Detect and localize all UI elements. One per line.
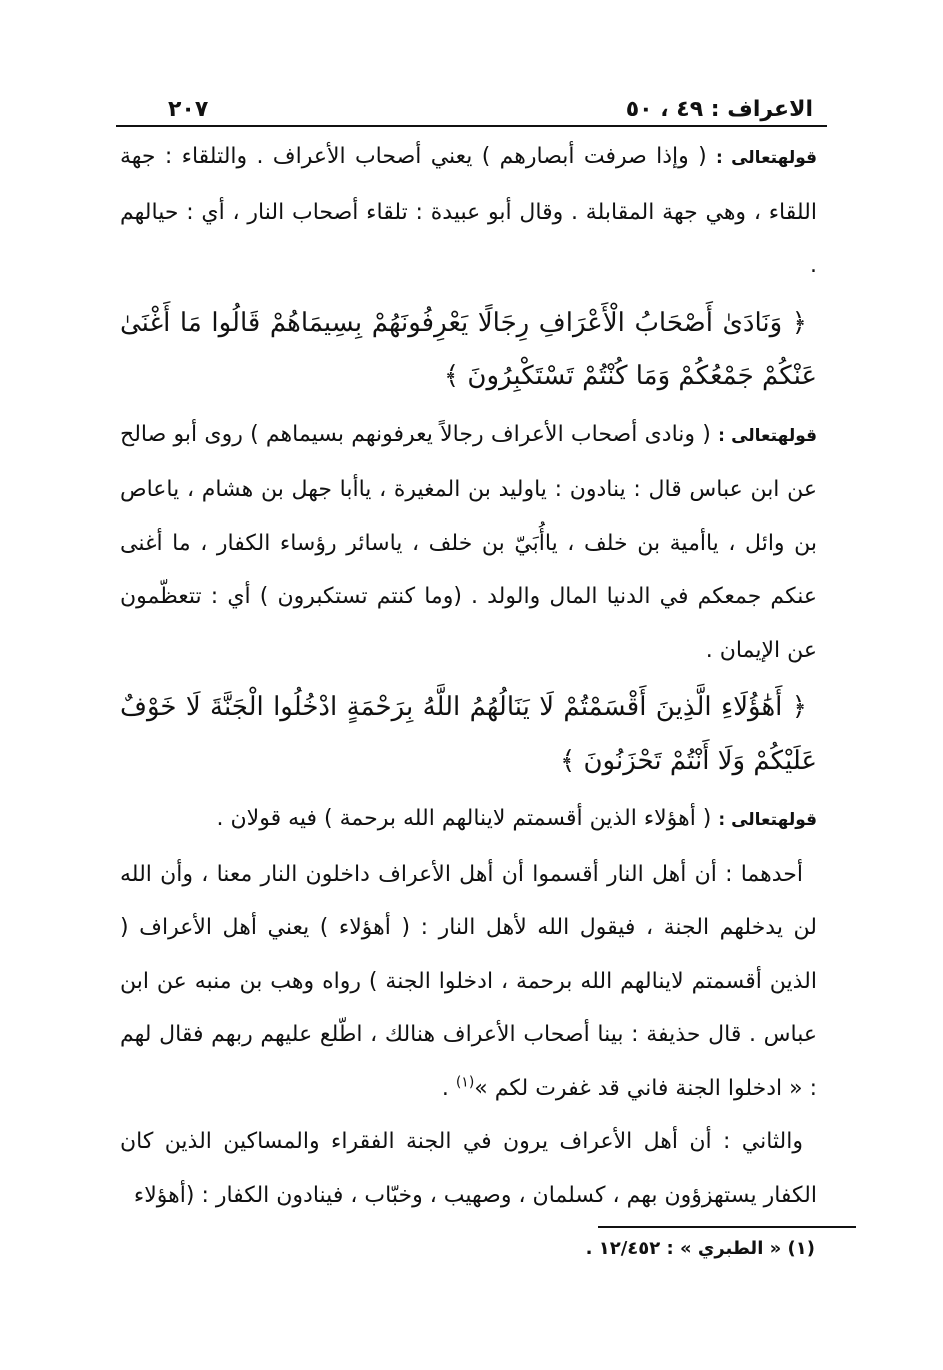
paragraph-second-opinion — [120, 1115, 817, 1222]
paragraph-text: ( وإذا صرفت أبصارهم ) يعني أصحاب الأعراف . والتلقاء : جهة اللقاء ، وهي جهة المقابلة . وقال أبو عبيدة : تلقاء أصحاب النار ، أي : حيالهم . — [120, 144, 817, 278]
footnote-rule — [598, 1226, 856, 1228]
paragraph-tail: . — [441, 1075, 456, 1101]
quran-verse: ﴿ أَهَٰؤُلَاءِ الَّذِينَ أَقْسَمْتُمْ لَا يَنَالُهُمُ اللَّهُ بِرَحْمَةٍ ادْخُلُوا الْجَنَّةَ لَا خَوْفٌ عَلَيْكُمْ وَلَا أَنْتُمْ تَحْزَنُونَ ﴾ — [120, 692, 817, 776]
paragraph-text: والثاني : أن أهل الأعراف يرون في الجنة الفقراء والمساكين الذين كان الكفار يستهزؤون بهم ، كسلمان ، وصهيب ، وخبّاب ، فينادون الكفار : (أهؤلاء — [120, 1129, 817, 1208]
footnote: (١) « الطبري » : ١٢/٤٥٢ . — [585, 1238, 815, 1259]
paragraph-text: ( أهؤلاء الذين أقسمتم لاينالهم الله برحمة ) فيه قولان . — [216, 806, 719, 831]
footnote-marker[interactable]: (١) — [455, 1074, 475, 1091]
paragraph-commentary — [120, 792, 817, 848]
quran-verse: ﴿ وَنَادَىٰ أَصْحَابُ الْأَعْرَافِ رِجَالًا يَعْرِفُونَهُمْ بِسِيمَاهُمْ قَالُوا مَا أَغْنَىٰ عَنْكُمْ جَمْعُكُمْ وَمَا كُنْتُمْ تَسْتَكْبِرُونَ ﴾ — [120, 307, 817, 391]
paragraph-commentary — [120, 130, 817, 293]
paragraph-text: أحدهما : أن أهل النار أقسموا أن أهل الأعراف داخلون النار معنا ، وأن الله لن يدخلهم الجنة ، فيقول الله لأهل النار : ( أهؤلاء ) يعني أهل الأعراف ( الذين أقسمتم لاينالهم الله برحمة ، ادخلوا الجنة ) رواه وهب بن منبه عن ابن عباس . قال حذيفة : بينا أصحاب الأعراف هنالك ، اطّلع عليهم ربهم فقال لهم : « ادخلوا الجنة فاني قد غفرت لكم » — [120, 861, 817, 1101]
main-text — [120, 130, 817, 1222]
paragraph-lead: قولهتعالى : — [718, 425, 817, 446]
running-title: الاعراف : ٤٩ ، ٥٠ — [625, 97, 813, 122]
page-number: ٢٠٧ — [168, 97, 209, 122]
paragraph-text: ( ونادى أصحاب الأعراف رجالاً يعرفونهم بسيماهم ) روى أبو صالح عن ابن عباس قال : ينادون : ياوليد بن المغيرة ، ياأبا جهل بن هشام ، ياعاص بن وائل ، ياأمية بن خلف ، ياأُبَيّ بن خلف ، ياسائر رؤساء الكفار ، ما أغنى عنكم جمعكم في الدنيا المال والولد . (وما كنتم تستكبرون ) أي : تتعظّمون عن الإيمان . — [120, 421, 817, 663]
paragraph-commentary — [120, 408, 817, 678]
page-header — [120, 82, 823, 122]
paragraph-first-opinion — [120, 848, 817, 1116]
paragraph-lead: قولهتعالى : — [716, 148, 817, 168]
paragraph-lead: قولهتعالى : — [718, 810, 817, 830]
header-rule — [116, 125, 827, 127]
